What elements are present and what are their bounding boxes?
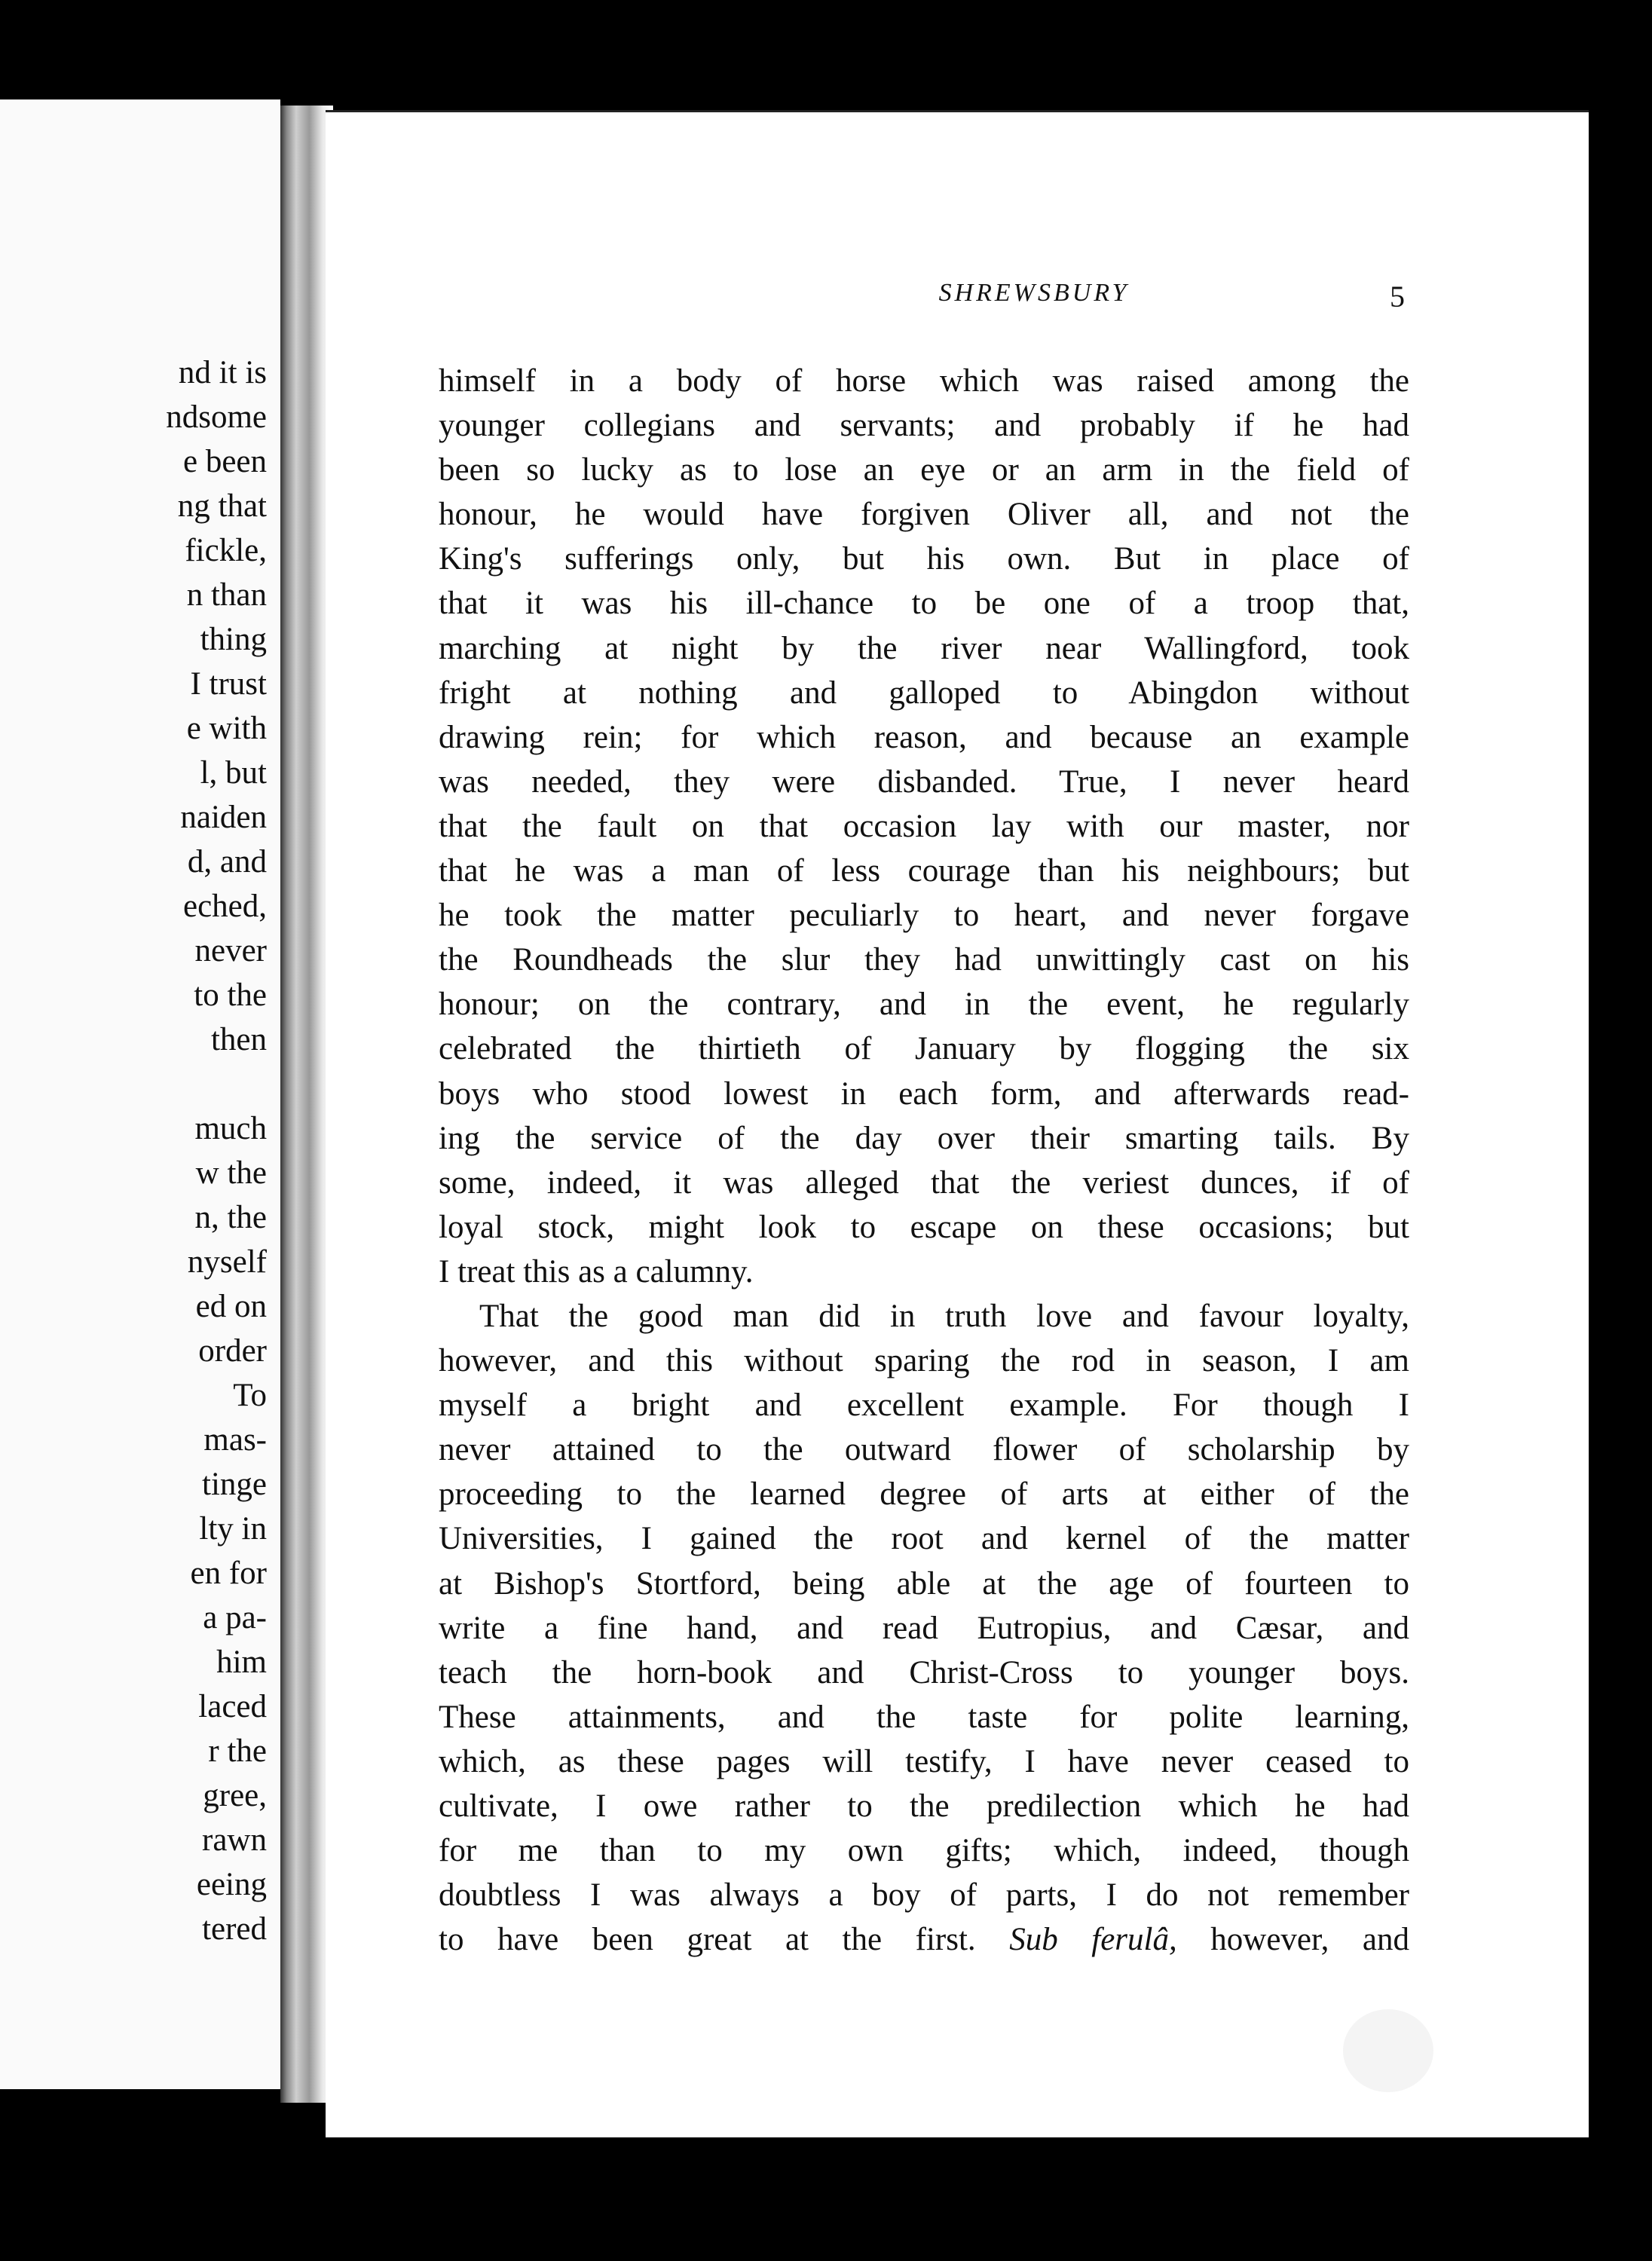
- previous-page-line: [0, 1062, 267, 1106]
- previous-page-line: to the: [194, 978, 267, 1013]
- text-line: loyal stock, might look to escape on these occasions; but: [439, 1209, 1409, 1245]
- text-line: himself in a body of horse which was raised among the: [439, 363, 1409, 399]
- text-line: never attained to the outward flower of scholarship by: [439, 1432, 1409, 1468]
- previous-page-line: laced: [198, 1689, 267, 1724]
- previous-page-line: naiden: [180, 800, 267, 835]
- previous-page-line: r the: [208, 1733, 267, 1769]
- text-line: drawing rein; for which reason, and because an example: [439, 719, 1409, 755]
- previous-page: [0, 99, 280, 2089]
- previous-page-line: n, the: [194, 1200, 267, 1235]
- text-line: Universities, I gained the root and kernel of the matter: [439, 1521, 1409, 1557]
- previous-page-line: d, and: [187, 844, 267, 880]
- previous-page-line: ed on: [195, 1289, 267, 1324]
- previous-page-line: en for: [190, 1556, 267, 1591]
- text-line: write a fine hand, and read Eutropius, and Cæsar, and: [439, 1610, 1409, 1646]
- previous-page-text-fragments: [0, 350, 267, 1951]
- previous-page-line: lty in: [199, 1511, 267, 1547]
- previous-page-line: eched,: [182, 889, 267, 924]
- text-line: he took the matter peculiarly to heart, and never forgave: [439, 898, 1409, 934]
- text-line: I treat this as a calumny.: [439, 1253, 754, 1290]
- previous-page-line: ng that: [177, 488, 267, 524]
- text-line: teach the horn-book and Christ-Cross to younger boys.: [439, 1654, 1409, 1690]
- previous-page-line: ndsome: [166, 399, 267, 435]
- text-line: been so lucky as to lose an eye or an arm in the field of: [439, 452, 1409, 488]
- previous-page-line: nyself: [187, 1244, 267, 1280]
- paper-blemish: [1343, 2009, 1433, 2092]
- previous-page-line: gree,: [203, 1778, 267, 1813]
- text-line: celebrated the thirtieth of January by flogging the six: [439, 1031, 1409, 1067]
- previous-page-line: mas-: [203, 1422, 267, 1458]
- text-line: [439, 1917, 1409, 1962]
- previous-page-line: order: [198, 1333, 267, 1369]
- text-line: boys who stood lowest in each form, and afterwards read-: [439, 1075, 1409, 1112]
- text-line: honour, he would have forgiven Oliver all, and not the: [439, 497, 1409, 533]
- running-head: SHREWSBURY: [938, 279, 1130, 307]
- page-number: 5: [1390, 280, 1405, 314]
- text-line-part: to have been great at the first.: [439, 1922, 1010, 1958]
- previous-page-line: w the: [195, 1155, 267, 1191]
- text-line: honour; on the contrary, and in the event, he regularly: [439, 987, 1409, 1023]
- previous-page-line: tinge: [202, 1467, 267, 1502]
- previous-page-line: thing: [200, 622, 267, 657]
- text-line: fright at nothing and galloped to Abingdon without: [439, 675, 1409, 711]
- text-line: however, and this without sparing the rod in season, I am: [439, 1343, 1409, 1379]
- previous-page-line: tered: [202, 1911, 267, 1947]
- current-page: [326, 110, 1589, 2137]
- previous-page-line: To: [233, 1378, 267, 1413]
- text-line: that he was a man of less courage than his neighbours; but: [439, 853, 1409, 889]
- text-line: doubtless I was always a boy of parts, I do not remember: [439, 1877, 1409, 1914]
- text-line: some, indeed, it was alleged that the veriest dunces, if of: [439, 1164, 1409, 1201]
- previous-page-line: him: [216, 1645, 267, 1680]
- text-line: the Roundheads the slur they had unwittingly cast on his: [439, 942, 1409, 978]
- previous-page-line: I trust: [190, 666, 267, 702]
- previous-page-line: e with: [186, 711, 267, 746]
- body-text: [439, 359, 1409, 1962]
- previous-page-line: n than: [186, 577, 267, 613]
- text-line: was needed, they were disbanded. True, I never heard: [439, 763, 1409, 800]
- text-line: which, as these pages will testify, I have never ceased to: [439, 1743, 1409, 1779]
- text-line: at Bishop's Stortford, being able at the age of fourteen to: [439, 1565, 1409, 1602]
- text-line: King's sufferings only, but his own. But in place of: [439, 541, 1409, 577]
- previous-page-line: e been: [182, 444, 267, 479]
- previous-page-line: then: [210, 1022, 267, 1057]
- previous-page-line: fickle,: [185, 533, 267, 568]
- previous-page-line: never: [194, 933, 267, 968]
- previous-page-line: much: [194, 1111, 267, 1146]
- text-line: cultivate, I owe rather to the predilection which he had: [439, 1788, 1409, 1824]
- text-line: proceeding to the learned degree of arts at either of the: [439, 1476, 1409, 1513]
- previous-page-line: a pa-: [203, 1600, 267, 1635]
- italic-phrase: Sub ferulâ,: [1009, 1922, 1177, 1958]
- text-line: That the good man did in truth love and favour loyalty,: [479, 1298, 1409, 1334]
- text-line: that it was his ill-chance to be one of a troop that,: [439, 586, 1409, 622]
- text-line-part: however, and: [1176, 1922, 1410, 1958]
- page-header: [326, 279, 1589, 317]
- text-line: younger collegians and servants; and probably if he had: [439, 408, 1409, 444]
- previous-page-line: nd it is: [178, 355, 267, 390]
- previous-page-line: l, but: [200, 755, 267, 791]
- text-line: that the fault on that occasion lay with our master, nor: [439, 808, 1409, 844]
- text-line: marching at night by the river near Wallingford, took: [439, 630, 1409, 666]
- previous-page-line: rawn: [202, 1822, 267, 1858]
- text-line: myself a bright and excellent example. For though I: [439, 1388, 1409, 1424]
- text-line: ing the service of the day over their smarting tails. By: [439, 1120, 1409, 1156]
- previous-page-line: eeing: [196, 1867, 267, 1902]
- text-line: for me than to my own gifts; which, indeed, though: [439, 1833, 1409, 1869]
- text-line: These attainments, and the taste for polite learning,: [439, 1699, 1409, 1735]
